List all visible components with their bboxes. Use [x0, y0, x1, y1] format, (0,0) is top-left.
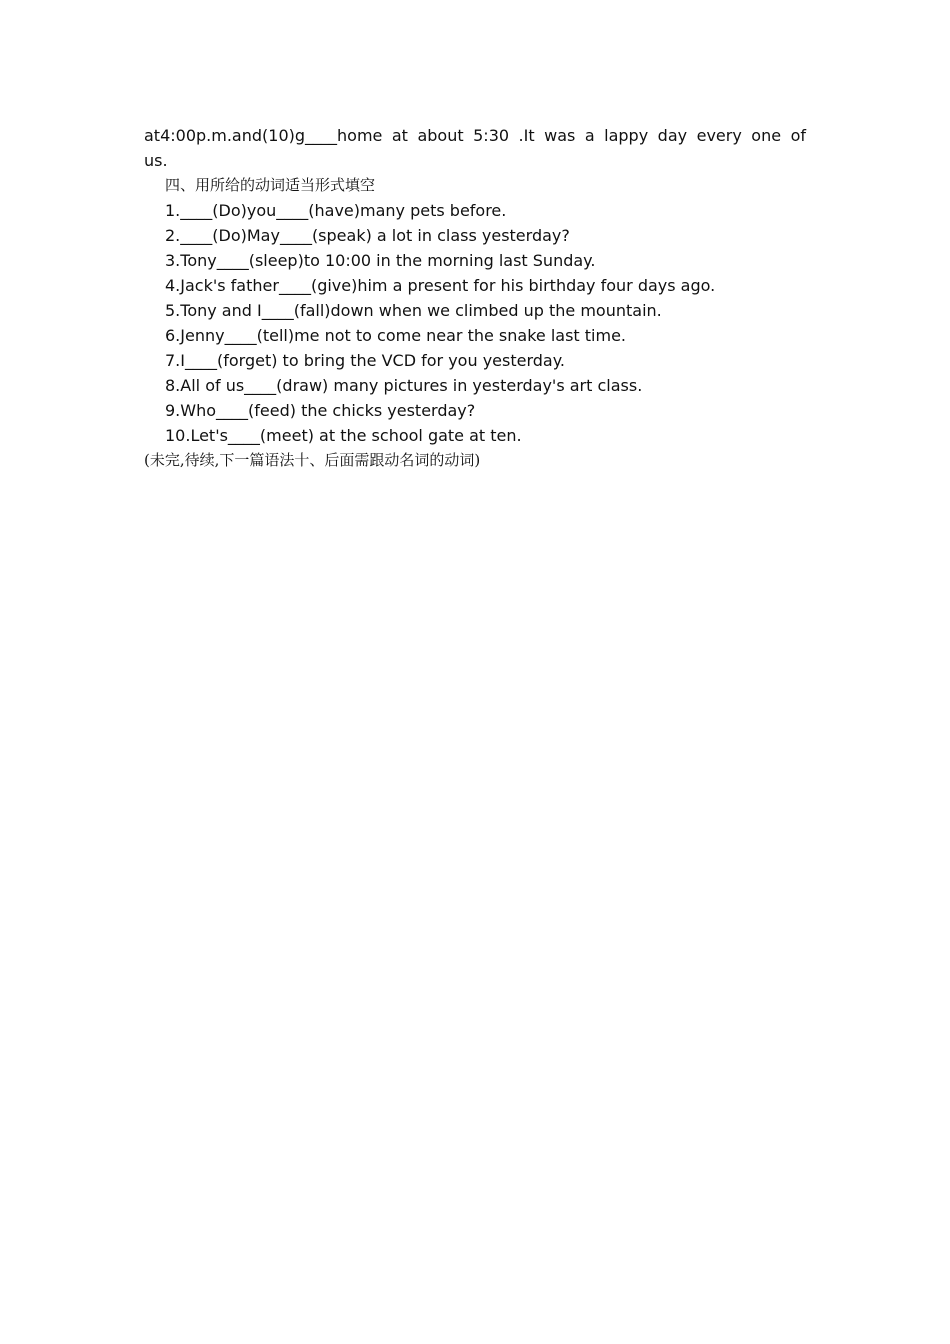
exercise-item-8: 8.All of us____(draw) many pictures in yesterday's art class.: [165, 376, 643, 395]
exercise-item-4: 4.Jack's father____(give)him a present for his birthday four days ago.: [165, 276, 716, 295]
continuation-line-1: at4:00p.m.and(10)g____home at about 5:30 .It was a lappy day every one of: [144, 126, 806, 145]
section-heading: 四、用所给的动词适当形式填空: [165, 176, 376, 194]
exercise-item-2: 2.____(Do)May____(speak) a lot in class yesterday?: [165, 226, 570, 245]
exercise-item-10: 10.Let's____(meet) at the school gate at ten.: [165, 426, 522, 445]
document-page: [144, 123, 806, 473]
exercise-item-3: 3.Tony____(sleep)to 10:00 in the morning last Sunday.: [165, 251, 596, 270]
exercise-item-7: 7.I____(forget) to bring the VCD for you yesterday.: [165, 351, 565, 370]
exercise-item-5: 5.Tony and I____(fall)down when we climbed up the mountain.: [165, 301, 662, 320]
exercise-item-6: 6.Jenny____(tell)me not to come near the snake last time.: [165, 326, 627, 345]
exercise-item-1: 1.____(Do)you____(have)many pets before.: [165, 201, 507, 220]
exercise-item-9: 9.Who____(feed) the chicks yesterday?: [165, 401, 476, 420]
exercise-list: [144, 198, 806, 448]
footer-note: (未完,待续,下一篇语法十、后面需跟动名词的动词): [144, 451, 481, 469]
continuation-line-2: us.: [144, 151, 168, 170]
